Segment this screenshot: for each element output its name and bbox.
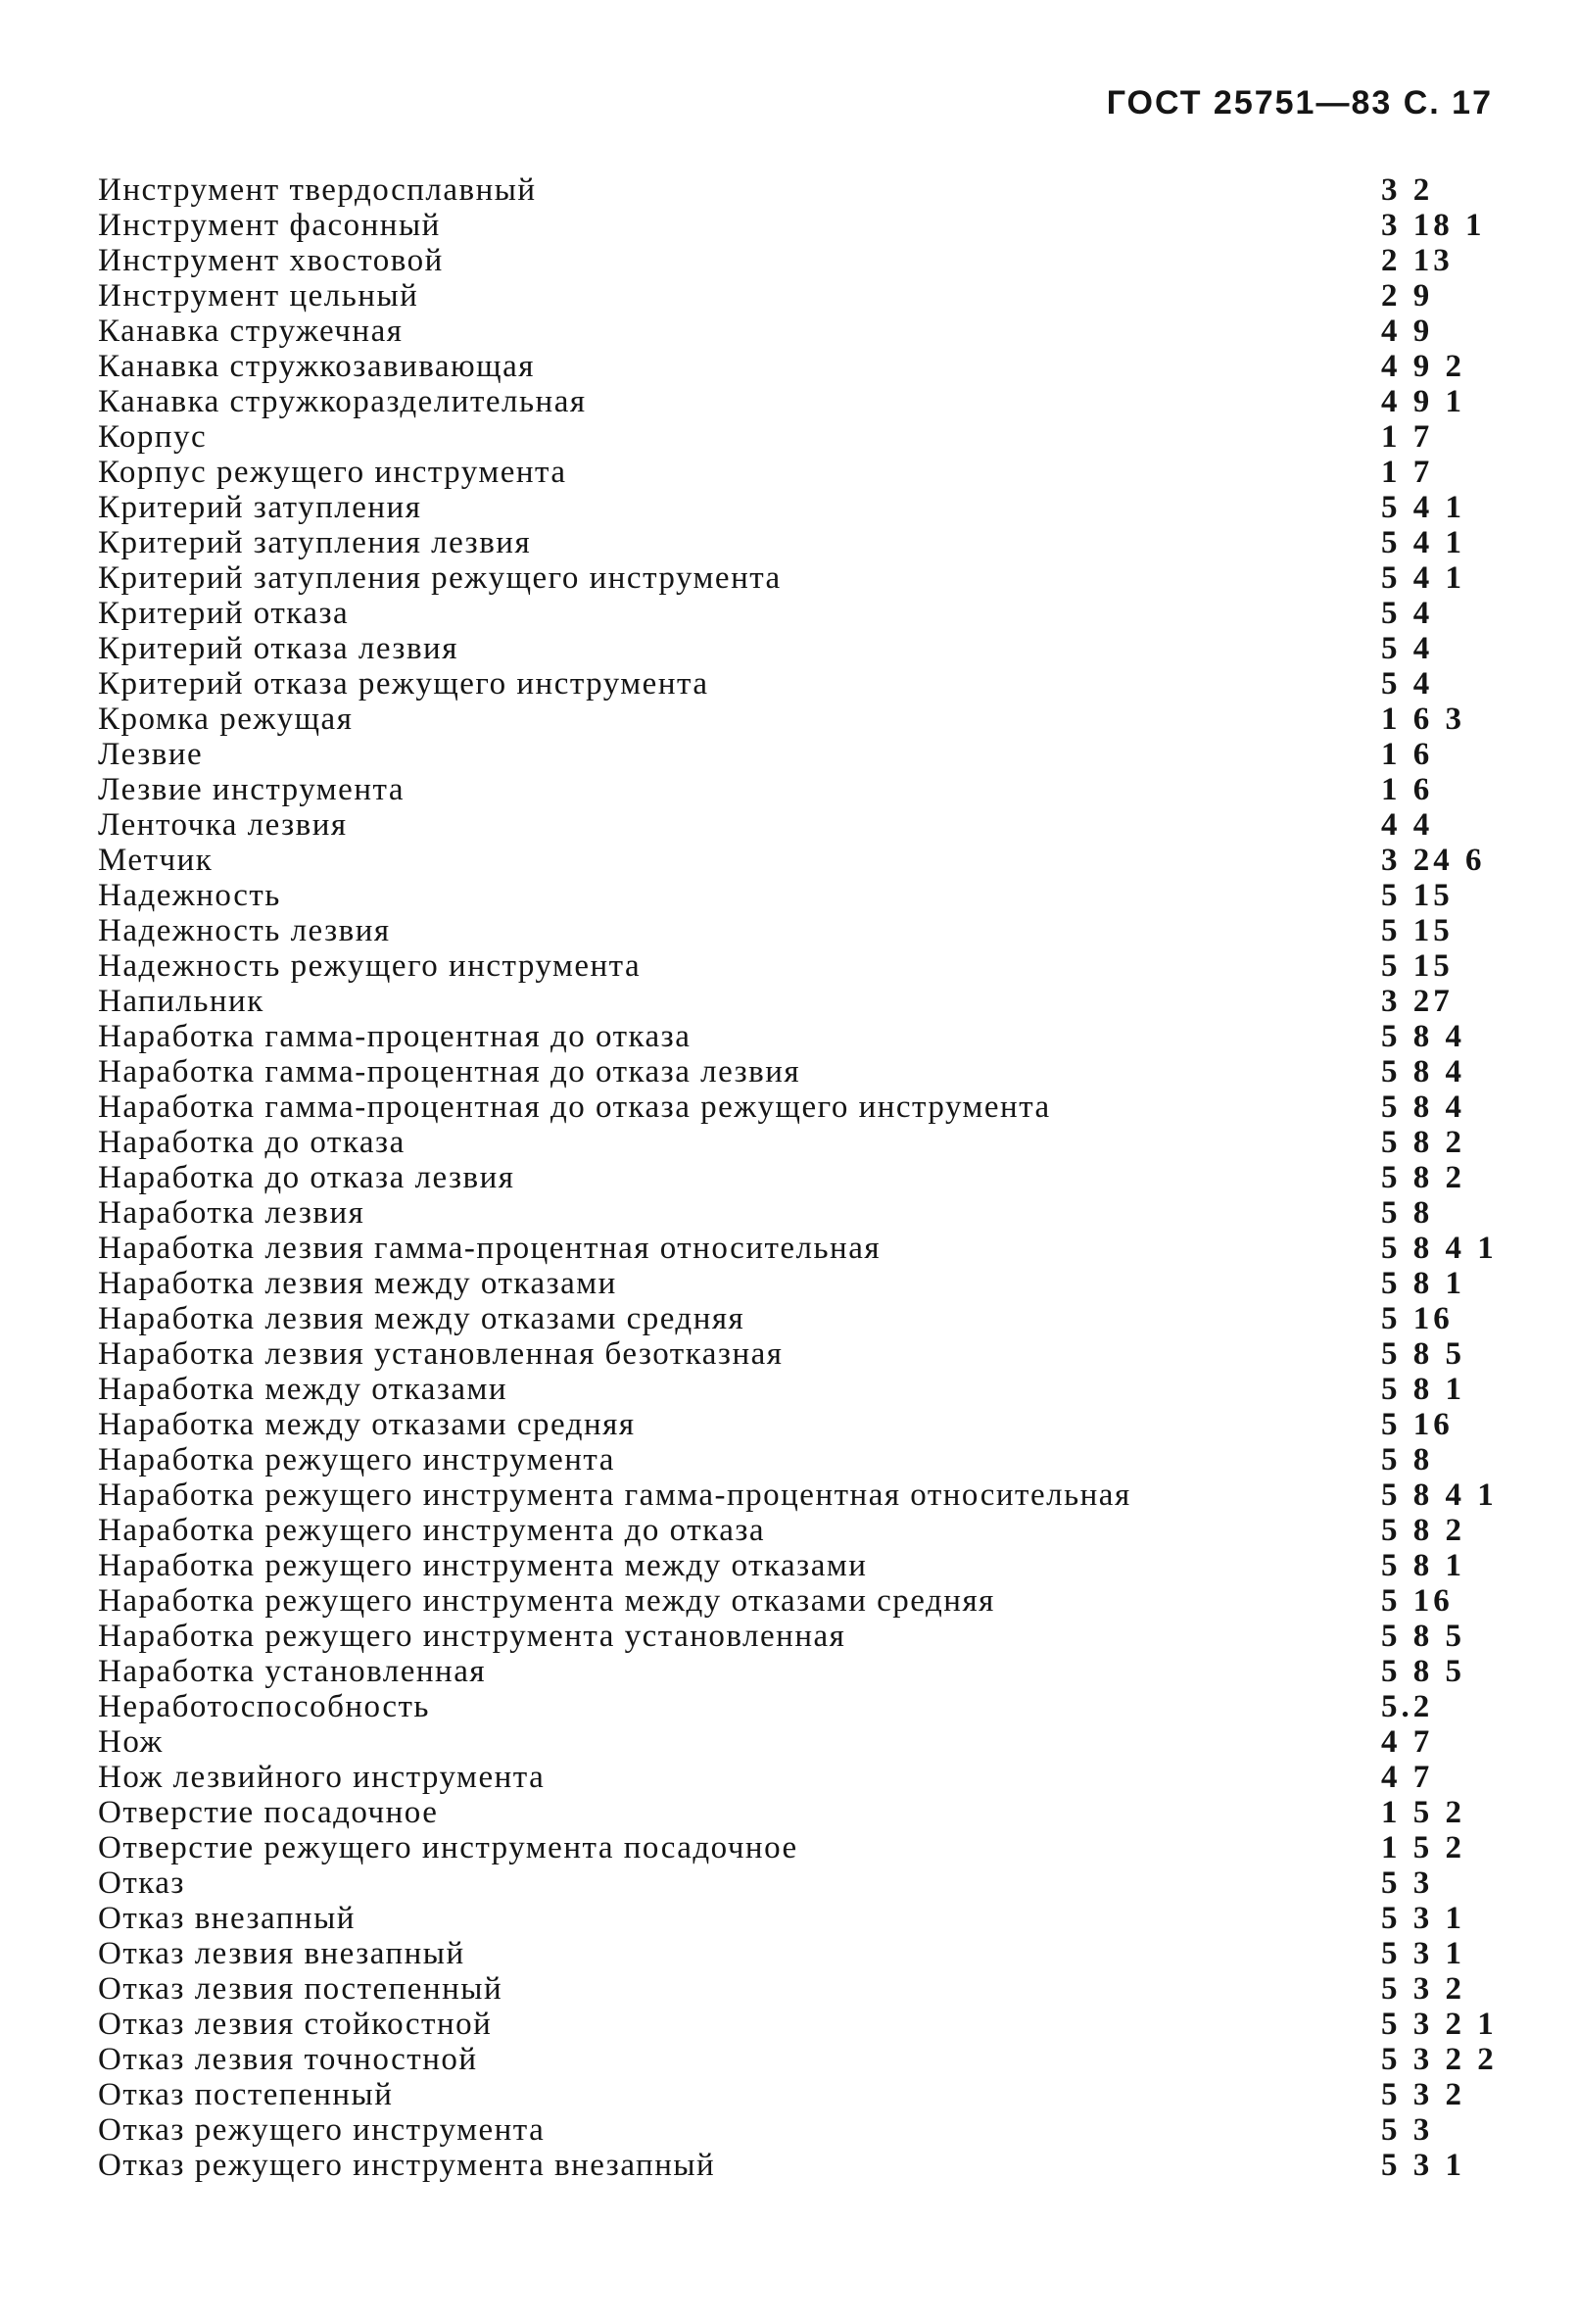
index-entry [98,560,1499,596]
index-entry [98,948,1499,984]
index-entry [98,1019,1499,1054]
index-term: Критерий отказа лезвия [98,631,458,666]
index-term: Канавка стружечная [98,314,404,349]
index-entry [98,1407,1499,1442]
index-reference: 5 8 2 [1381,1513,1465,1548]
index-reference: 2 9 [1381,278,1434,314]
index-entry [98,1548,1499,1583]
index-reference: 5 8 1 [1381,1266,1465,1301]
index-term: Нож лезвийного инструмента [98,1760,546,1795]
index-term: Наработка лезвия [98,1195,365,1231]
index-entry [98,1936,1499,1971]
index-entry [98,1513,1499,1548]
index-reference: 5 8 [1381,1195,1434,1231]
index-reference: 2 13 [1381,243,1454,278]
index-reference: 5 16 [1381,1301,1454,1336]
index-reference: 5 8 1 [1381,1548,1465,1583]
index-reference: 5 16 [1381,1407,1454,1442]
index-reference: 5 3 [1381,2112,1434,2148]
index-entry [98,702,1499,737]
index-term: Отверстие режущего инструмента посадочное [98,1830,798,1865]
index-reference: 4 9 1 [1381,384,1465,419]
index-entry [98,1301,1499,1336]
index-reference: 5 3 [1381,1865,1434,1901]
index-term: Наработка режущего инструмента между отказами средняя [98,1583,995,1619]
index-term: Нож [98,1724,164,1760]
index-entry [98,2077,1499,2112]
index-reference: 1 5 2 [1381,1830,1465,1865]
index-term: Наработка режущего инструмента [98,1442,615,1477]
index-entry [98,1231,1499,1266]
index-entry [98,1583,1499,1619]
index-term: Отказ постепенный [98,2077,394,2112]
index-entry [98,1619,1499,1654]
index-entry [98,525,1499,560]
index-reference: 5 16 [1381,1583,1454,1619]
index-entry [98,1160,1499,1195]
index-term: Инструмент хвостовой [98,243,444,278]
index-term: Наработка режущего инструмента установленная [98,1619,846,1654]
index-term: Наработка до отказа [98,1125,406,1160]
index-entry [98,1830,1499,1865]
index-reference: 3 18 1 [1381,208,1486,243]
index-reference: 5.2 [1381,1689,1434,1724]
index-term: Метчик [98,843,214,878]
index-reference: 5 8 1 [1381,1372,1465,1407]
index-entry [98,490,1499,525]
index-entry [98,1089,1499,1125]
index-term: Наработка установленная [98,1654,487,1689]
index-reference: 4 9 2 [1381,349,1465,384]
index-entry [98,2148,1499,2183]
index-reference: 5 8 5 [1381,1654,1465,1689]
index-entry [98,208,1499,243]
index-term: Отказ лезвия точностной [98,2042,478,2077]
index-term: Отказ [98,1865,185,1901]
index-reference: 4 4 [1381,807,1434,843]
index-term: Наработка гамма-процентная до отказа [98,1019,692,1054]
index-entry [98,419,1499,455]
index-reference: 5 3 2 2 [1381,2042,1498,2077]
index-entry [98,1865,1499,1901]
index-reference: 5 4 1 [1381,560,1465,596]
index-reference: 4 7 [1381,1724,1434,1760]
index-term: Наработка лезвия гамма-процентная относительная [98,1231,882,1266]
index-entry [98,243,1499,278]
index-reference: 5 15 [1381,948,1454,984]
index-entry [98,2042,1499,2077]
index-term: Отказ лезвия постепенный [98,1971,503,2007]
index-term: Ленточка лезвия [98,807,348,843]
index-term: Лезвие [98,737,204,772]
index-term: Инструмент твердосплавный [98,172,537,208]
index-reference: 5 3 1 [1381,1901,1465,1936]
index-entry [98,349,1499,384]
index-entry [98,878,1499,913]
index-reference: 5 3 1 [1381,2148,1465,2183]
index-term: Критерий затупления режущего инструмента [98,560,782,596]
index-reference: 5 8 [1381,1442,1434,1477]
index-entry [98,1654,1499,1689]
index-term: Корпус режущего инструмента [98,455,567,490]
index-term: Наработка режущего инструмента до отказа [98,1513,766,1548]
index-entry [98,631,1499,666]
index-term: Надежность лезвия [98,913,391,948]
index-entry [98,455,1499,490]
index-reference: 5 15 [1381,913,1454,948]
index-reference: 5 3 1 [1381,1936,1465,1971]
index-term: Наработка лезвия между отказами средняя [98,1301,745,1336]
index-term: Наработка между отказами средняя [98,1407,636,1442]
index-reference: 1 6 [1381,737,1434,772]
index-term: Критерий отказа режущего инструмента [98,666,709,702]
index-entry [98,1689,1499,1724]
index-reference: 5 8 4 [1381,1054,1465,1089]
index-reference: 5 8 2 [1381,1160,1465,1195]
index-term: Надежность режущего инструмента [98,948,642,984]
index-reference: 1 7 [1381,419,1434,455]
index-reference: 5 15 [1381,878,1454,913]
index-entry [98,737,1499,772]
index-term: Наработка лезвия установленная безотказная [98,1336,784,1372]
index-entry [98,1125,1499,1160]
index-reference: 4 7 [1381,1760,1434,1795]
index-entry [98,1054,1499,1089]
index-reference: 5 8 4 1 [1381,1477,1498,1513]
index-entry [98,1195,1499,1231]
index-term: Критерий отказа [98,596,350,631]
index-entry [98,843,1499,878]
index-term: Напильник [98,984,264,1019]
index-entry [98,807,1499,843]
index-term: Инструмент цельный [98,278,419,314]
index-entry [98,666,1499,702]
index-reference: 5 4 1 [1381,490,1465,525]
index-term: Отказ лезвия внезапный [98,1936,465,1971]
index-reference: 5 4 [1381,631,1434,666]
index-term: Отказ лезвия стойкостной [98,2007,493,2042]
index-entry [98,2007,1499,2042]
index-term: Корпус [98,419,208,455]
index-entry [98,1724,1499,1760]
index-reference: 5 3 2 [1381,2077,1465,2112]
index-entry [98,772,1499,807]
index-reference: 1 5 2 [1381,1795,1465,1830]
index-entry [98,1442,1499,1477]
index-term: Критерий затупления лезвия [98,525,532,560]
page-header: ГОСТ 25751—83 С. 17 [1106,84,1493,121]
index-entry [98,1336,1499,1372]
index-term: Наработка режущего инструмента между отказами [98,1548,868,1583]
index-reference: 5 8 4 1 [1381,1231,1498,1266]
index-term: Канавка стружкоразделительная [98,384,587,419]
index-entry [98,913,1499,948]
index-term: Наработка до отказа лезвия [98,1160,515,1195]
index-term: Наработка гамма-процентная до отказа лезвия [98,1054,801,1089]
index-entry [98,984,1499,1019]
index-term: Отверстие посадочное [98,1795,439,1830]
index-entry [98,172,1499,208]
index-term: Кромка режущая [98,702,354,737]
index-reference: 5 4 [1381,596,1434,631]
index-reference: 5 8 5 [1381,1619,1465,1654]
index-entry [98,384,1499,419]
index-term: Надежность [98,878,281,913]
index-entry [98,1795,1499,1830]
index-reference: 3 24 6 [1381,843,1486,878]
index-entry [98,278,1499,314]
index-entry [98,1372,1499,1407]
index-entry [98,1760,1499,1795]
index-reference: 1 7 [1381,455,1434,490]
index-term: Инструмент фасонный [98,208,441,243]
index-reference: 5 8 2 [1381,1125,1465,1160]
index-term: Неработоспособность [98,1689,430,1724]
index-entry [98,2112,1499,2148]
index-entry [98,596,1499,631]
index-term: Критерий затупления [98,490,422,525]
index-term: Отказ внезапный [98,1901,356,1936]
index-reference: 3 2 [1381,172,1434,208]
index-term: Лезвие инструмента [98,772,405,807]
index-reference: 1 6 3 [1381,702,1465,737]
index-term: Наработка лезвия между отказами [98,1266,617,1301]
index-reference: 5 3 2 1 [1381,2007,1498,2042]
index-reference: 5 4 1 [1381,525,1465,560]
index-reference: 5 3 2 [1381,1971,1465,2007]
index-term: Отказ режущего инструмента внезапный [98,2148,716,2183]
index-entry [98,1266,1499,1301]
term-index-list [98,172,1499,2183]
index-reference: 1 6 [1381,772,1434,807]
index-reference: 5 8 5 [1381,1336,1465,1372]
index-reference: 5 8 4 [1381,1089,1465,1125]
index-reference: 3 27 [1381,984,1454,1019]
index-reference: 4 9 [1381,314,1434,349]
index-entry [98,1971,1499,2007]
index-reference: 5 4 [1381,666,1434,702]
index-entry [98,314,1499,349]
index-term: Наработка режущего инструмента гамма-процентная относительная [98,1477,1131,1513]
index-entry [98,1477,1499,1513]
index-reference: 5 8 4 [1381,1019,1465,1054]
index-term: Наработка между отказами [98,1372,508,1407]
index-term: Наработка гамма-процентная до отказа режущего инструмента [98,1089,1051,1125]
index-entry [98,1901,1499,1936]
index-term: Канавка стружкозавивающая [98,349,535,384]
index-term: Отказ режущего инструмента [98,2112,546,2148]
